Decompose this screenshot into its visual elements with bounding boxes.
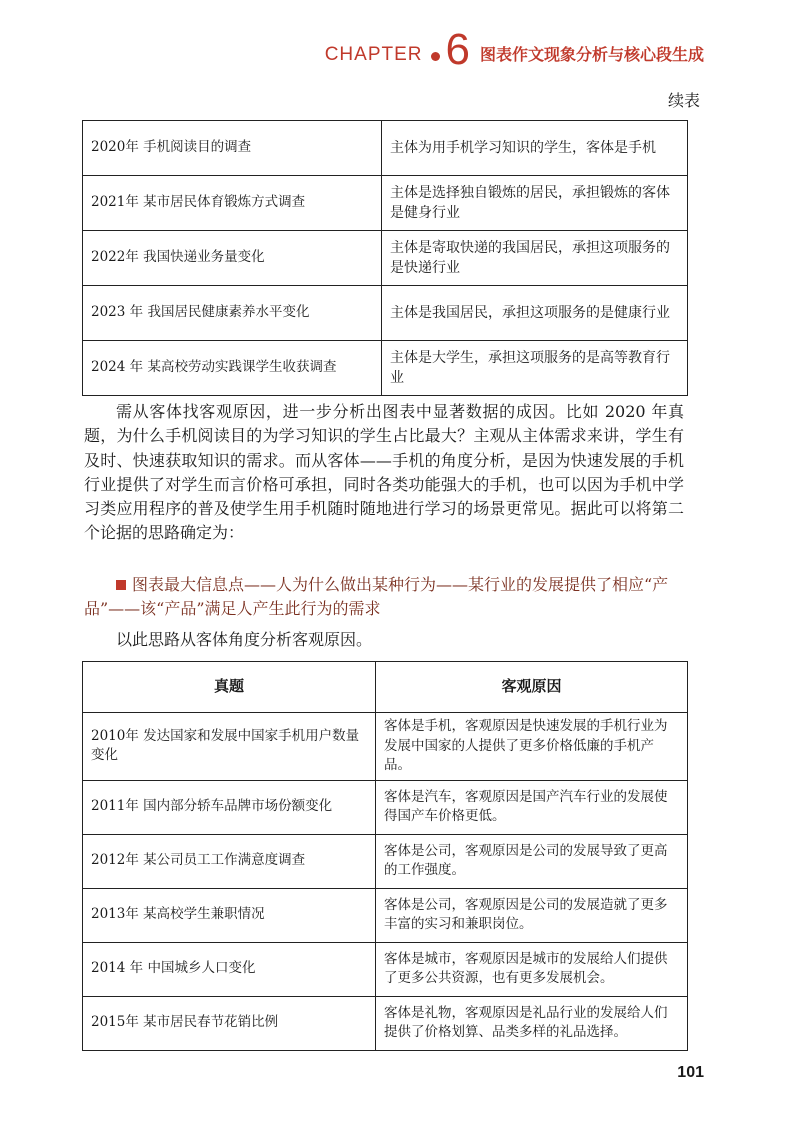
desc-cell: 主体为用手机学习知识的学生，客体是手机 bbox=[382, 121, 688, 176]
table-row bbox=[83, 996, 688, 1050]
bullet-dot-icon bbox=[431, 52, 440, 61]
column-header-reason: 客观原因 bbox=[376, 662, 688, 713]
objective-reason-table bbox=[82, 661, 688, 1051]
table-row bbox=[83, 341, 688, 396]
topic-cell: 2012年 某公司员工工作满意度调查 bbox=[83, 834, 376, 888]
reasoning-path bbox=[84, 573, 684, 622]
topic-cell: 2021年 某市居民体育锻炼方式调查 bbox=[83, 176, 382, 231]
chapter-title: 图表作文现象分析与核心段生成 bbox=[479, 45, 704, 64]
topic-cell: 2011年 国内部分轿车品牌市场份额变化 bbox=[83, 780, 376, 834]
subject-object-table bbox=[82, 120, 688, 396]
body-paragraph-2: 以此思路从客体角度分析客观原因。 bbox=[116, 630, 373, 649]
desc-cell: 主体是选择独自锻炼的居民，承担锻炼的客体是健身行业 bbox=[382, 176, 688, 231]
table-row bbox=[83, 713, 688, 781]
table-row bbox=[83, 834, 688, 888]
continued-label: 续表 bbox=[667, 91, 700, 110]
topic-cell: 2020年 手机阅读目的调查 bbox=[83, 121, 382, 176]
table-row bbox=[83, 176, 688, 231]
table-row bbox=[83, 121, 688, 176]
topic-cell: 2014 年 中国城乡人口变化 bbox=[83, 942, 376, 996]
desc-cell: 主体是寄取快递的我国居民，承担这项服务的是快递行业 bbox=[382, 231, 688, 286]
table-row bbox=[83, 286, 688, 341]
table-row bbox=[83, 888, 688, 942]
desc-cell: 客体是城市，客观原因是城市的发展给人们提供了更多公共资源，也有更多发展机会。 bbox=[376, 942, 688, 996]
desc-cell: 主体是我国居民，承担这项服务的是健康行业 bbox=[382, 286, 688, 341]
topic-cell: 2015年 某市居民春节花销比例 bbox=[83, 996, 376, 1050]
column-header-topic: 真题 bbox=[83, 662, 376, 713]
square-bullet-icon bbox=[116, 580, 126, 590]
desc-cell: 客体是汽车，客观原因是国产汽车行业的发展使得国产车价格更低。 bbox=[376, 780, 688, 834]
desc-cell: 主体是大学生，承担这项服务的是高等教育行业 bbox=[382, 341, 688, 396]
table-row bbox=[83, 780, 688, 834]
desc-cell: 客体是礼物，客观原因是礼品行业的发展给人们提供了价格划算、品类多样的礼品选择。 bbox=[376, 996, 688, 1050]
table-row bbox=[83, 942, 688, 996]
topic-cell: 2022年 我国快递业务量变化 bbox=[83, 231, 382, 286]
table-header-row bbox=[83, 662, 688, 713]
topic-cell: 2010年 发达国家和发展中国家手机用户数量变化 bbox=[83, 713, 376, 781]
body-paragraph: 需从客体找客观原因，进一步分析出图表中显著数据的成因。比如 2020 年真题，为什么手机阅读目的为学习知识的学生占比最大？主观从主体需求来讲，学生有及时、快速获取知识的需求。而从客体——手机的角度分析，是因为快速发展的手机行业提供了对学生而言价格可承担，同时各类功能强大的手机，也可以因为手机中学习类应用程序的普及使学生用手机随时随地进行学习的场景更常见。据此可以将第二个论据的思路确定为： bbox=[84, 402, 684, 543]
chapter-header bbox=[324, 25, 704, 74]
chapter-number: 6 bbox=[445, 25, 470, 74]
topic-cell: 2023 年 我国居民健康素养水平变化 bbox=[83, 286, 382, 341]
table-row bbox=[83, 231, 688, 286]
topic-cell: 2024 年 某高校劳动实践课学生收获调查 bbox=[83, 341, 382, 396]
desc-cell: 客体是手机，客观原因是快速发展的手机行业为发展中国家的人提供了更多价格低廉的手机产品。 bbox=[376, 713, 688, 781]
desc-cell: 客体是公司，客观原因是公司的发展导致了更高的工作强度。 bbox=[376, 834, 688, 888]
reasoning-path-text: 图表最大信息点——人为什么做出某种行为——某行业的发展提供了相应“产品”——该“产品”满足人产生此行为的需求 bbox=[84, 575, 669, 619]
desc-cell: 客体是公司，客观原因是公司的发展造就了更多丰富的实习和兼职岗位。 bbox=[376, 888, 688, 942]
topic-cell: 2013年 某高校学生兼职情况 bbox=[83, 888, 376, 942]
page-number: 101 bbox=[677, 1064, 704, 1081]
chapter-label: CHAPTER bbox=[324, 44, 423, 65]
